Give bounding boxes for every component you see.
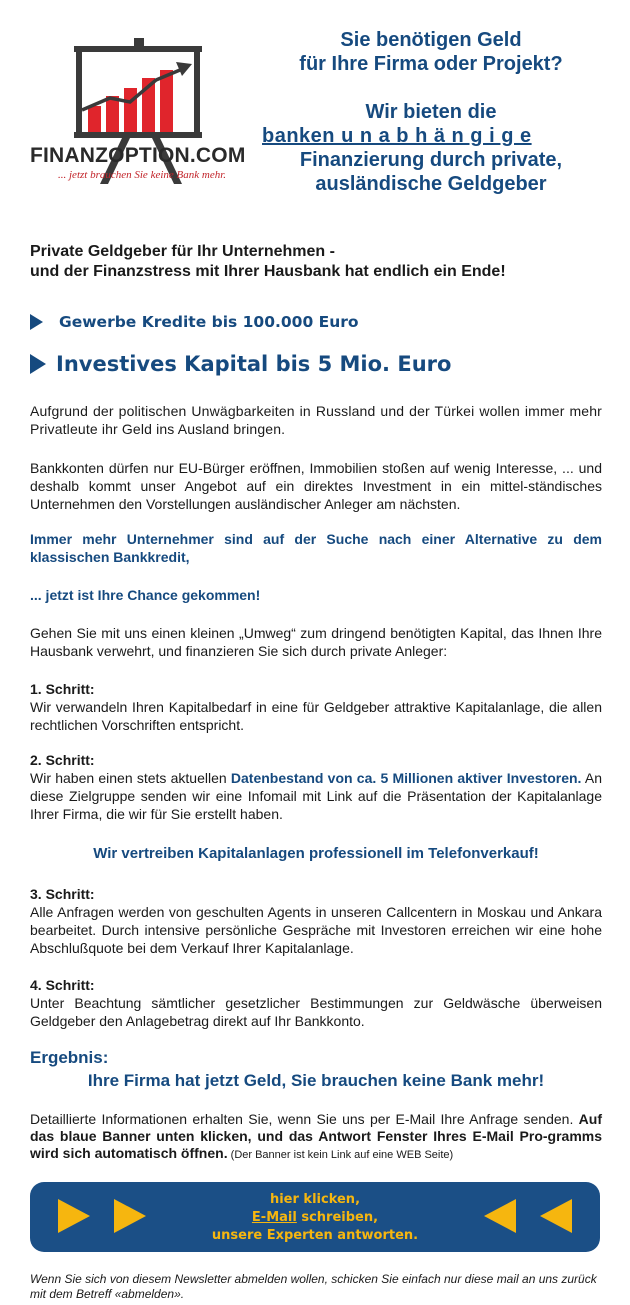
result-text: Ihre Firma hat jetzt Geld, Sie brauchen keine Bank mehr! bbox=[87, 1071, 545, 1090]
step-1 bbox=[30, 680, 602, 734]
step-1-title: 1. Schritt: bbox=[30, 681, 95, 697]
triangle-right-icon bbox=[30, 354, 46, 374]
intro-line1: Private Geldgeber für Ihr Unternehmen - bbox=[30, 243, 335, 260]
step-2 bbox=[30, 751, 602, 823]
paragraph-1: Aufgrund der politischen Unwägbarkeiten in Russland und der Türkei wollen immer mehr Privatleute ihr Geld ins Ausland bringen. bbox=[30, 403, 602, 437]
info-bold: Auf das blaue Banner unten klicken, und das Antwort Fenster Ihres E-Mail Pro-gramms wird sich automatisch öffnen. bbox=[30, 1111, 602, 1161]
headline bbox=[262, 28, 600, 196]
paragraph-2: Bankkonten dürfen nur EU-Bürger eröffnen, Immobilien stoßen auf wenig Interesse, ... und deshalb kommt unser Angebot auf ein direktes Investment in ein mittel-ständisches Unternehmen den Vorstellungen ausländischer Anleger am nächsten. bbox=[30, 460, 602, 512]
step-3 bbox=[30, 885, 602, 957]
info-text: Detaillierte Informationen erhalten Sie, wenn Sie uns per E-Mail Ihre Anfrage senden. bbox=[30, 1111, 579, 1127]
arrow-right-icon bbox=[58, 1199, 90, 1233]
banner-line2-rest: schreiben, bbox=[296, 1210, 379, 1225]
arrow-right-icon bbox=[114, 1199, 146, 1233]
sales-statement: Wir vertreiben Kapitalanlagen professionell im Telefonverkauf! bbox=[93, 845, 539, 862]
step-2-text bbox=[30, 769, 602, 823]
headline-line5: Finanzierung durch private, bbox=[299, 149, 563, 171]
email-banner-button[interactable] bbox=[30, 1182, 600, 1252]
step-4 bbox=[30, 976, 602, 1030]
bullet-text: Investives Kapital bis 5 Mio. Euro bbox=[56, 352, 452, 376]
triangle-right-icon bbox=[30, 314, 43, 330]
headline-line1: Sie benötigen Geld bbox=[340, 29, 522, 51]
step-2-highlight: Datenbestand von ca. 5 Millionen aktiver Investoren. bbox=[230, 770, 582, 786]
paragraph-3: Immer mehr Unternehmer sind auf der Suche nach einer Alternative zu dem klassischen Bankkredit, bbox=[30, 531, 602, 565]
intro bbox=[30, 242, 602, 282]
paragraph-5: Gehen Sie mit uns einen kleinen „Umweg“ zum dringend benötigten Kapital, das Ihnen Ihre Hausbank verwehrt, und finanzieren Sie sich durch private Anleger: bbox=[30, 625, 602, 659]
email-link[interactable]: E-Mail bbox=[251, 1210, 297, 1225]
banner-line2 bbox=[190, 1209, 440, 1227]
info-small: (Der Banner ist kein Link auf eine WEB Seite) bbox=[227, 1149, 454, 1161]
banner-line1: hier klicken, bbox=[269, 1192, 361, 1207]
logo-brand: FINANZOPTION.COM bbox=[30, 144, 246, 167]
unsubscribe-note: Wenn Sie sich von diesem Newsletter abmelden wollen, schicken Sie einfach nur diese mail an uns zurück mit dem Betreff «abmelden». bbox=[30, 1272, 597, 1301]
step-2-post: An diese Zielgruppe senden wir eine Infomail mit Link auf die Präsentation der Kapitalanlage Ihrer Firma, die wir für Sie erstellt haben. bbox=[30, 770, 602, 822]
intro-line2: und der Finanzstress mit Ihrer Hausbank hat endlich ein Ende! bbox=[30, 263, 506, 280]
bullet-text: Gewerbe Kredite bis 100.000 Euro bbox=[59, 313, 359, 331]
arrow-left-icon bbox=[484, 1199, 516, 1233]
info-paragraph bbox=[30, 1111, 602, 1164]
step-3-text: Alle Anfragen werden von geschulten Agents in unseren Callcentern in Moskau und Ankara bearbeitet. Durch intensive persönliche Gespräche mit Investoren erreichen wir eine hohe Abschlußquote bei dem Verkauf Ihrer Kapitalanlage. bbox=[30, 904, 602, 956]
step-4-title: 4. Schritt: bbox=[30, 977, 95, 993]
headline-line3: Wir bieten die bbox=[365, 101, 497, 123]
step-2-pre: Wir haben einen stets aktuellen bbox=[30, 770, 231, 786]
headline-line2: für Ihre Firma oder Projekt? bbox=[299, 53, 563, 75]
step-1-text: Wir verwandeln Ihren Kapitalbedarf in eine für Geldgeber attraktive Kapitalanlage, die allen rechtlichen Vorschriften entspricht. bbox=[30, 699, 602, 733]
bullet-investives-kapital bbox=[30, 352, 451, 376]
arrow-left-icon bbox=[540, 1199, 572, 1233]
paragraph-4: ... jetzt ist Ihre Chance gekommen! bbox=[30, 587, 261, 603]
bullet-gewerbe-kredite bbox=[30, 313, 359, 331]
headline-line4: banken u n a b h ä n g i g e bbox=[262, 125, 532, 147]
result-title: Ergebnis: bbox=[30, 1048, 109, 1067]
step-4-text: Unter Beachtung sämtlicher gesetzlicher Bestimmungen zur Geldwäsche überweisen Geldgeber den Anlagebetrag direkt auf Ihr Bankkonto. bbox=[30, 995, 602, 1029]
logo-tagline: ... jetzt brauchen Sie keine Bank mehr. bbox=[58, 169, 227, 181]
step-3-title: 3. Schritt: bbox=[30, 886, 95, 902]
banner-text[interactable] bbox=[190, 1191, 440, 1245]
step-2-title: 2. Schritt: bbox=[30, 752, 95, 768]
headline-line6: ausländische Geldgeber bbox=[315, 173, 547, 195]
banner-line3: unsere Experten antworten. bbox=[211, 1228, 419, 1243]
